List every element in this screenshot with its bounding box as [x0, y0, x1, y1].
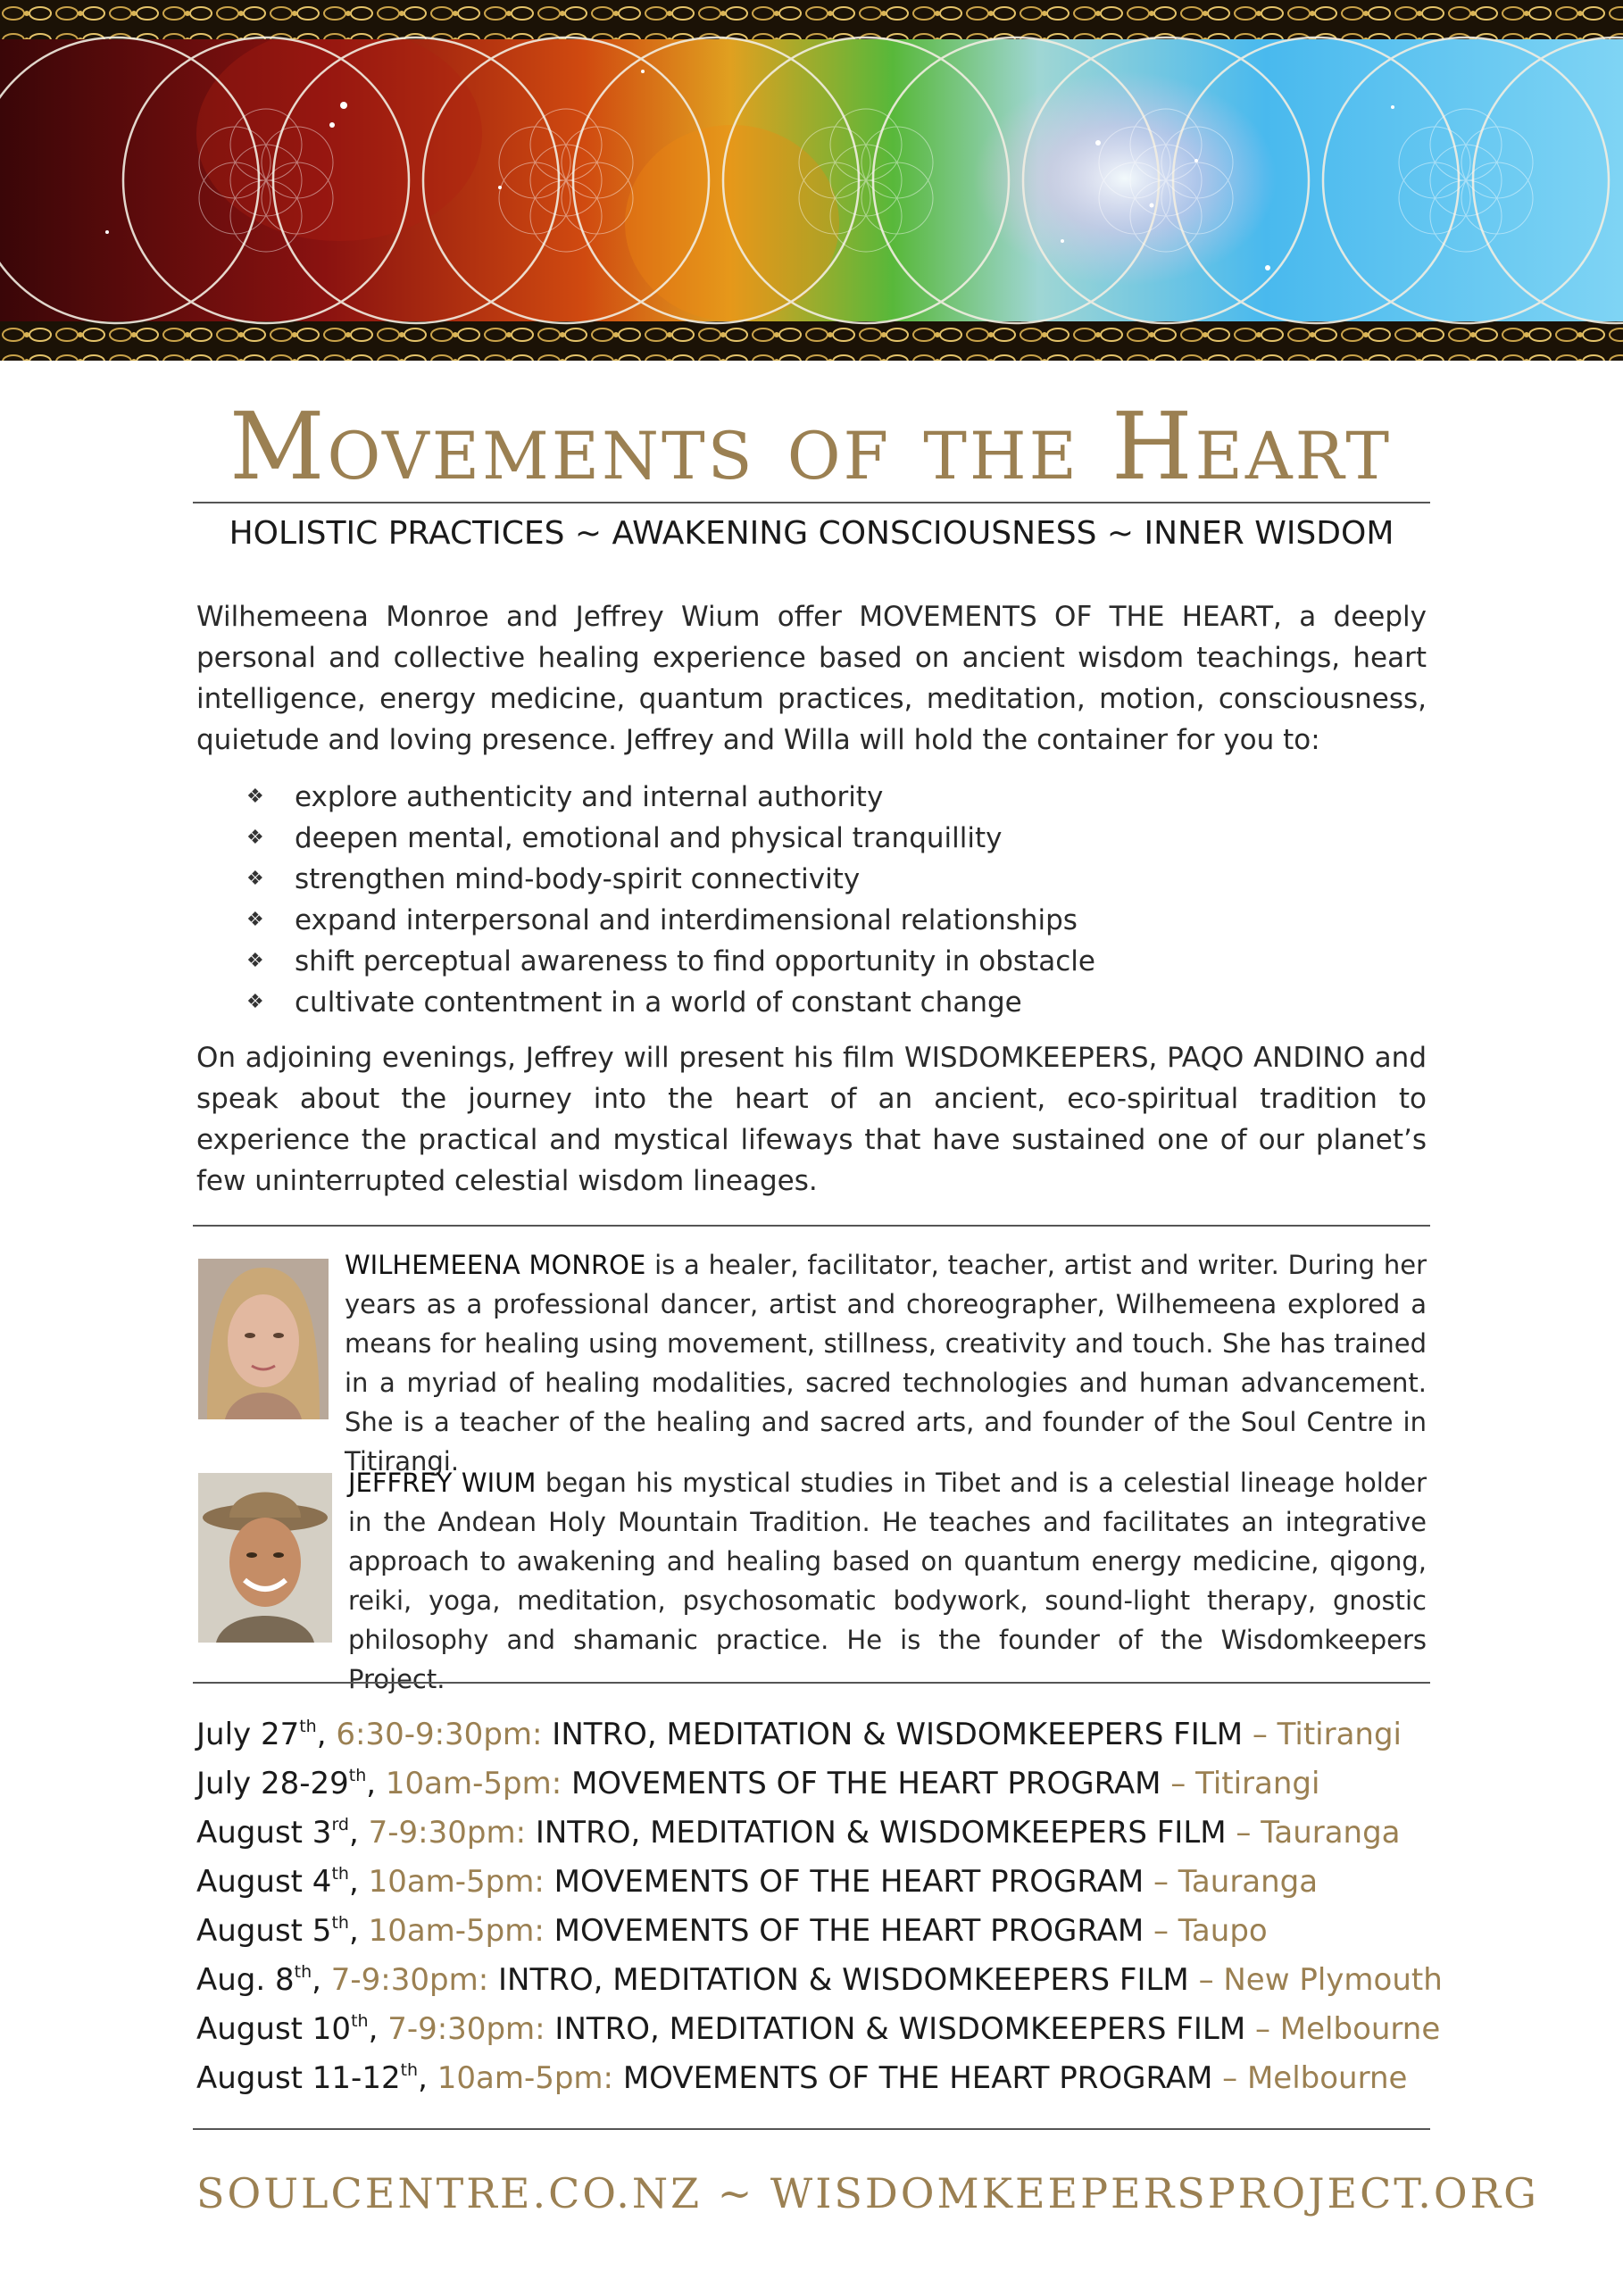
diamond-bullet-icon: ❖: [246, 909, 264, 931]
list-item: ❖ deepen mental, emotional and physical tranquillity: [246, 818, 1407, 859]
schedule-row: July 28-29th, 10am-5pm: MOVEMENTS OF THE HEART PROGRAM – Titirangi: [196, 1766, 1320, 1801]
page-title: Movements of the Heart: [229, 392, 1393, 501]
footer-divider: [193, 2128, 1430, 2130]
list-item: ❖ explore authenticity and internal authority: [246, 777, 1407, 818]
schedule-row: August 11-12th, 10am-5pm: MOVEMENTS OF THE HEART PROGRAM – Melbourne: [196, 2060, 1408, 2096]
schedule-row: August 10th, 7-9:30pm: INTRO, MEDITATION & WISDOMKEEPERS FILM – Melbourne: [196, 2011, 1441, 2047]
bio-jeffrey: [348, 1463, 1427, 1699]
subtitle: HOLISTIC PRACTICES ~ AWAKENING CONSCIOUSNESS ~ INNER WISDOM: [229, 515, 1394, 552]
film-paragraph: On adjoining evenings, Jeffrey will present his film WISDOMKEEPERS, PAQO ANDINO and speak about the journey into the heart of an ancient, eco-spiritual tradition to experience the practical and mystical lifeways that have sustained one of our planet’s few uninterrupted celestial wisdom lineages.: [196, 1042, 1427, 1197]
schedule-row: August 4th, 10am-5pm: MOVEMENTS OF THE HEART PROGRAM – Tauranga: [196, 1864, 1319, 1900]
event-schedule: [196, 1710, 1446, 2103]
list-item: ❖ cultivate contentment in a world of constant change: [246, 982, 1407, 1023]
list-item: ❖ expand interpersonal and interdimensional relationships: [246, 900, 1407, 941]
bio-text: is a healer, facilitator, teacher, artist and writer. During her years as a professional dancer, artist and choreographer, Wilhemeena explored a means for healing using movement, stillness, creativity and touch. She has trained in a myriad of healing modalities, sacred technologies and human advancement. She is a teacher of the healing and sacred arts, and founder of the Soul Centre in Titirangi.: [345, 1250, 1427, 1477]
jeffrey-photo: [198, 1473, 332, 1643]
diamond-bullet-icon: ❖: [246, 991, 264, 1013]
schedule-row: August 5th, 10am-5pm: MOVEMENTS OF THE HEART PROGRAM – Taupo: [196, 1913, 1268, 1949]
diamond-bullet-icon: ❖: [246, 786, 264, 808]
title-divider: [193, 502, 1430, 503]
footer-links[interactable]: SOULCENTRE.CO.NZ ~ WISDOMKEEPERSPROJECT.ORG: [196, 2169, 1539, 2217]
section-divider: [193, 1682, 1430, 1684]
schedule-row: Aug. 8th, 7-9:30pm: INTRO, MEDITATION & WISDOMKEEPERS FILM – New Plymouth: [196, 1962, 1443, 1998]
section-divider: [193, 1225, 1430, 1227]
diamond-bullet-icon: ❖: [246, 950, 264, 972]
flower-of-life-banner-icon: [0, 0, 1623, 361]
bio-text: began his mystical studies in Tibet and is a celestial lineage holder in the Andean Holy Mountain Tradition. He teaches and facilitates an integrative approach to awakening and healing based on quantum energy medicine, qigong, reiki, yoga, meditation, psychosomatic bodywork, sound-light therapy, gnostic philosophy and shamanic practice. He is the founder of the Wisdomkeepers Project.: [348, 1468, 1427, 1694]
bio-name: WILHEMEENA MONROE: [345, 1250, 646, 1280]
diamond-bullet-icon: ❖: [246, 868, 264, 890]
list-item: ❖ shift perceptual awareness to find opportunity in obstacle: [246, 941, 1407, 982]
benefits-list: [246, 777, 1407, 1023]
wilhemeena-photo: [198, 1259, 329, 1419]
schedule-row: July 27th, 6:30-9:30pm: INTRO, MEDITATION & WISDOMKEEPERS FILM – Titirangi: [196, 1717, 1402, 1752]
schedule-row: August 3rd, 7-9:30pm: INTRO, MEDITATION & WISDOMKEEPERS FILM – Tauranga: [196, 1815, 1401, 1851]
bio-wilhemeena: [345, 1245, 1427, 1481]
cosmic-banner: [0, 0, 1623, 361]
intro-paragraph: Wilhemeena Monroe and Jeffrey Wium offer MOVEMENTS OF THE HEART, a deeply personal and collective healing experience based on ancient wisdom teachings, heart intelligence, energy medicine, quantum practices, meditation, motion, consciousness, quietude and loving presence. Jeffrey and Willa will hold the container for you to:: [196, 601, 1427, 756]
list-item: ❖ strengthen mind-body-spirit connectivity: [246, 859, 1407, 900]
bio-name: JEFFREY WIUM: [348, 1468, 537, 1498]
diamond-bullet-icon: ❖: [246, 827, 264, 849]
